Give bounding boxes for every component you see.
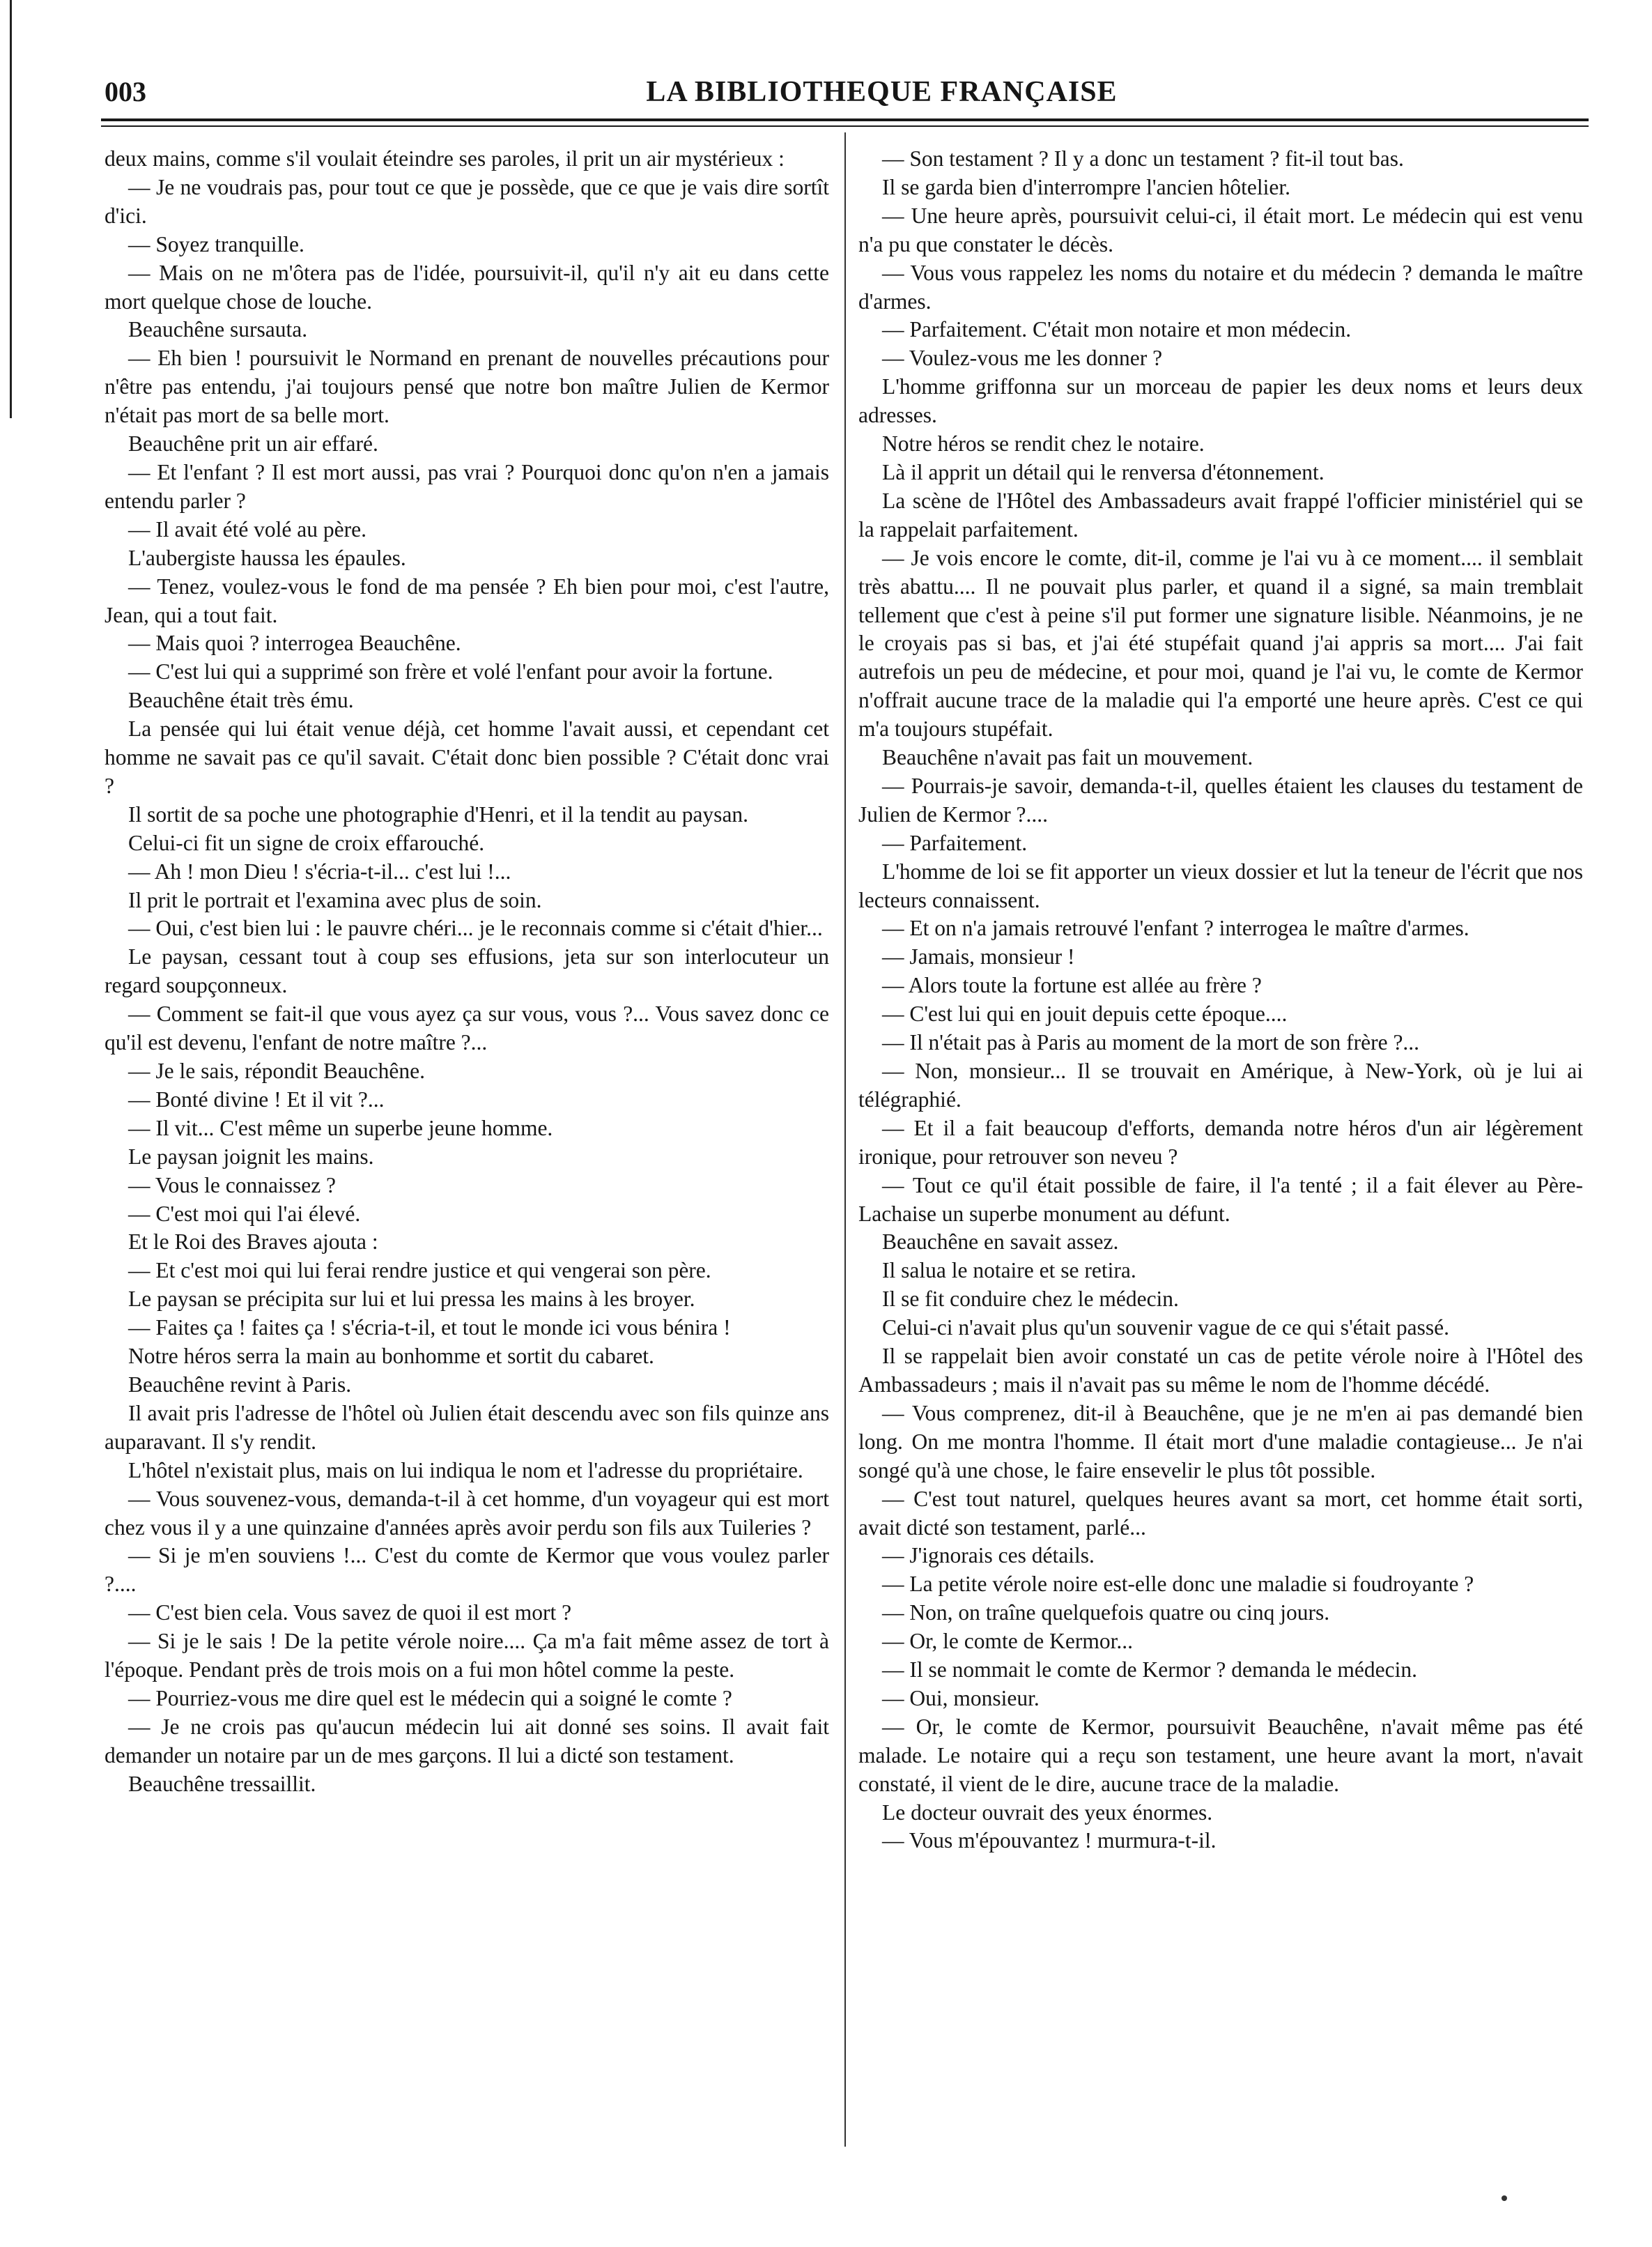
paragraph: — Soyez tranquille. <box>128 231 304 256</box>
paragraph: — Ah ! mon Dieu ! s'écria-t-il... c'est lui !... <box>128 859 511 884</box>
paragraph: — Or, le comte de Kermor, poursuivit Beauchêne, n'avait même pas été malade. Le notaire qui a reçu son testament, une heure avant la mort, n'avait constaté, il vient de le dire, aucune trace de la maladie. <box>858 1714 1583 1796</box>
paragraph: L'homme de loi se fit apporter un vieux dossier et lut la teneur de l'écrit que nos lecteurs connaissent. <box>858 859 1583 912</box>
paragraph: — Faites ça ! faites ça ! s'écria-t-il, et tout le monde ici vous bénira ! <box>128 1315 731 1340</box>
paragraph: Il sortit de sa poche une photographie d'Henri, et il la tendit au paysan. <box>128 802 749 827</box>
paragraph: — Mais quoi ? interrogea Beauchêne. <box>128 631 461 656</box>
paragraph: Le paysan se précipita sur lui et lui pressa les mains à les broyer. <box>128 1287 695 1312</box>
paragraph: deux mains, comme s'il voulait éteindre ses paroles, il prit un air mystérieux : <box>105 146 785 171</box>
paragraph: — C'est lui qui a supprimé son frère et volé l'enfant pour avoir la fortune. <box>128 659 773 684</box>
paragraph: Celui-ci n'avait plus qu'un souvenir vague de ce qui s'était passé. <box>882 1315 1449 1340</box>
paragraph: — Il vit... C'est même un superbe jeune homme. <box>128 1115 553 1140</box>
page-binding-edge <box>10 0 12 418</box>
paragraph: Et le Roi des Braves ajouta : <box>128 1229 378 1255</box>
paragraph: — Vous souvenez-vous, demanda-t-il à cet homme, d'un voyageur qui est mort chez vous il y a une quinzaine d'années après avoir perdu son fils aux Tuileries ? <box>105 1486 829 1540</box>
paragraph: — Or, le comte de Kermor... <box>882 1629 1134 1654</box>
paragraph: — Bonté divine ! Et il vit ?... <box>128 1087 385 1112</box>
paragraph: — J'ignorais ces détails. <box>882 1543 1095 1568</box>
paragraph: La pensée qui lui était venue déjà, cet homme l'avait aussi, et cependant cet homme ne savait pas ce qu'il savait. C'était donc bien possible ? C'était donc vrai ? <box>105 716 829 798</box>
paragraph: Il se rappelait bien avoir constaté un cas de petite vérole noire à l'Hôtel des Ambassadeurs ; mais il n'avait pas su même le nom de l'homme décédé. <box>858 1344 1583 1397</box>
paragraph: — Et on n'a jamais retrouvé l'enfant ? interrogea le maître d'armes. <box>882 916 1469 941</box>
paragraph: — C'est tout naturel, quelques heures avant sa mort, cet homme était sorti, avait dicté son testament, parlé... <box>858 1486 1583 1540</box>
paragraph: — Vous le connaissez ? <box>128 1172 337 1197</box>
paragraph: — Je vois encore le comte, dit-il, comme je l'ai vu à ce moment.... il semblait très abattu.... Il ne pouvait plus parler, et quand il a signé, sa main tremblait tellement que c'est à peine s'il put former une signature lisible. Néanmoins, je ne le croyais pas si bas, et j'ai été stupéfait quand j'ai appris sa mort.... J'ai fait autrefois un peu de médecine, et pour moi, quand je l'ai vu, le comte de Kermor n'offrait aucune trace de la maladie qui l'a emporté une heure après. C'est ce qui m'a toujours stupéfait. <box>858 545 1583 742</box>
running-title: LA BIBLIOTHEQUE FRANÇAISE <box>646 76 1118 108</box>
paragraph: — Non, monsieur... Il se trouvait en Amérique, à New-York, où je lui ai télégraphié. <box>858 1059 1583 1112</box>
paragraph: Là il apprit un détail qui le renversa d'étonnement. <box>882 459 1325 484</box>
paragraph: — Et il a fait beaucoup d'efforts, demanda notre héros d'un air légèrement ironique, pour retrouver son neveu ? <box>858 1115 1583 1169</box>
paragraph: Beauchêne revint à Paris. <box>128 1372 352 1397</box>
paragraph: — Vous vous rappelez les noms du notaire et du médecin ? demanda le maître d'armes. <box>858 260 1583 314</box>
paragraph: — Je ne crois pas qu'aucun médecin lui ait donné ses soins. Il avait fait demander un notaire par un de mes garçons. Il lui a dicté son testament. <box>105 1714 829 1767</box>
paragraph: — C'est moi qui l'ai élevé. <box>128 1201 361 1226</box>
paragraph: — Son testament ? Il y a donc un testament ? fit-il tout bas. <box>882 146 1404 171</box>
paragraph: — Parfaitement. C'était mon notaire et mon médecin. <box>882 317 1352 342</box>
paragraph: Il prit le portrait et l'examina avec plus de soin. <box>128 887 542 912</box>
paragraph: — Et c'est moi qui lui ferai rendre justice et qui vengerai son père. <box>128 1258 711 1283</box>
paragraph: Beauchêne en savait assez. <box>882 1229 1119 1255</box>
paragraph: Le paysan joignit les mains. <box>128 1144 374 1169</box>
paragraph: Beauchêne était très ému. <box>128 688 354 713</box>
paragraph: Notre héros se rendit chez le notaire. <box>882 431 1205 457</box>
paragraph: Le paysan, cessant tout à coup ses effusions, jeta sur son interlocuteur un regard soupçonneux. <box>105 944 829 998</box>
paragraph: — Jamais, monsieur ! <box>882 944 1075 969</box>
paragraph: Notre héros serra la main au bonhomme et sortit du cabaret. <box>128 1344 654 1369</box>
paragraph: — Comment se fait-il que vous ayez ça sur vous, vous ?... Vous savez donc ce qu'il est devenu, l'enfant de notre maître ?... <box>105 1002 829 1055</box>
ink-speck <box>1502 2195 1507 2201</box>
paragraph: — Je le sais, répondit Beauchêne. <box>128 1059 425 1083</box>
paragraph: — Alors toute la fortune est allée au frère ? <box>882 973 1262 998</box>
paragraph: — Et l'enfant ? Il est mort aussi, pas vrai ? Pourquoi donc qu'on n'en a jamais entendu parler ? <box>105 459 829 513</box>
paragraph: — La petite vérole noire est-elle donc une maladie si foudroyante ? <box>882 1572 1474 1597</box>
page-number: 003 <box>105 76 146 107</box>
paragraph: — Une heure après, poursuivit celui-ci, il était mort. Le médecin qui est venu n'a pu que constater le décès. <box>858 203 1583 256</box>
header-rule-thick <box>101 118 1589 121</box>
paragraph: Il salua le notaire et se retira. <box>882 1258 1136 1283</box>
paragraph: — Oui, monsieur. <box>882 1685 1040 1710</box>
paragraph: Beauchêne n'avait pas fait un mouvement. <box>882 745 1253 770</box>
paragraph: L'aubergiste haussa les épaules. <box>128 545 406 570</box>
paragraph: — Vous comprenez, dit-il à Beauchêne, que je ne m'en ai pas demandé bien long. On me montra l'homme. Il était mort d'une maladie contagieuse... Je n'ai songé qu'à une chose, le faire ensevelir le plus tôt possible. <box>858 1400 1583 1482</box>
paragraph: — Si je le sais ! De la petite vérole noire.... Ça m'a fait même assez de tort à l'époque. Pendant près de trois mois on a fui mon hôtel comme la peste. <box>105 1629 829 1682</box>
paragraph: — Pourriez-vous me dire quel est le médecin qui a soigné le comte ? <box>128 1685 732 1710</box>
paragraph: L'homme griffonna sur un morceau de papier les deux noms et leurs deux adresses. <box>858 374 1583 428</box>
paragraph: Celui-ci fit un signe de croix effarouché. <box>128 830 485 855</box>
paragraph: — Il avait été volé au père. <box>128 516 366 542</box>
paragraph: Il avait pris l'adresse de l'hôtel où Julien était descendu avec son fils quinze ans auparavant. Il s'y rendit. <box>105 1400 829 1454</box>
paragraph: — C'est lui qui en jouit depuis cette époque.... <box>882 1002 1288 1027</box>
paragraph: Il se garda bien d'interrompre l'ancien hôtelier. <box>882 174 1290 199</box>
paragraph: — Il se nommait le comte de Kermor ? demanda le médecin. <box>882 1657 1417 1682</box>
paragraph: — Tout ce qu'il était possible de faire, il l'a tenté ; il a fait élever au Père-Lachaise un superbe monument au défunt. <box>858 1172 1583 1226</box>
paragraph: — Vous m'épouvantez ! murmura-t-il. <box>882 1828 1217 1853</box>
paragraph: — Pourrais-je savoir, demanda-t-il, quelles étaient les clauses du testament de Julien de Kermor ?.... <box>858 773 1583 827</box>
text-column-right <box>858 145 1583 1855</box>
paragraph: La scène de l'Hôtel des Ambassadeurs avait frappé l'officier ministériel qui se la rappelait parfaitement. <box>858 488 1583 542</box>
paragraph: — Mais on ne m'ôtera pas de l'idée, poursuivit-il, qu'il n'y ait eu dans cette mort quelque chose de louche. <box>105 260 829 314</box>
paragraph: — Parfaitement. <box>882 830 1028 855</box>
header-rule-thin <box>101 125 1589 127</box>
paragraph: — Tenez, voulez-vous le fond de ma pensée ? Eh bien pour moi, c'est l'autre, Jean, qui a tout fait. <box>105 574 829 627</box>
column-divider <box>844 132 846 2147</box>
paragraph: — Voulez-vous me les donner ? <box>882 346 1163 371</box>
paragraph: Le docteur ouvrait des yeux énormes. <box>882 1800 1213 1825</box>
paragraph: Beauchêne prit un air effaré. <box>128 431 378 457</box>
paragraph: — Je ne voudrais pas, pour tout ce que je possède, que ce que je vais dire sortît d'ici. <box>105 174 829 228</box>
text-column-left <box>105 145 829 1799</box>
paragraph: — Eh bien ! poursuivit le Normand en prenant de nouvelles précautions pour n'être pas entendu, j'ai toujours pensé que notre bon maître Julien de Kermor n'était pas mort de sa belle mort. <box>105 346 829 428</box>
paragraph: Beauchêne sursauta. <box>128 317 308 342</box>
paragraph: Beauchêne tressaillit. <box>128 1771 316 1796</box>
paragraph: — Si je m'en souviens !... C'est du comte de Kermor que vous voulez parler ?.... <box>105 1543 829 1597</box>
paragraph: Il se fit conduire chez le médecin. <box>882 1287 1179 1312</box>
paragraph: — Non, on traîne quelquefois quatre ou cinq jours. <box>882 1600 1330 1625</box>
paragraph: — Oui, c'est bien lui : le pauvre chéri... je le reconnais comme si c'était d'hier... <box>128 916 823 941</box>
paragraph: — C'est bien cela. Vous savez de quoi il est mort ? <box>128 1600 572 1625</box>
paragraph: — Il n'était pas à Paris au moment de la mort de son frère ?... <box>882 1030 1420 1055</box>
paragraph: L'hôtel n'existait plus, mais on lui indiqua le nom et l'adresse du propriétaire. <box>128 1457 803 1482</box>
